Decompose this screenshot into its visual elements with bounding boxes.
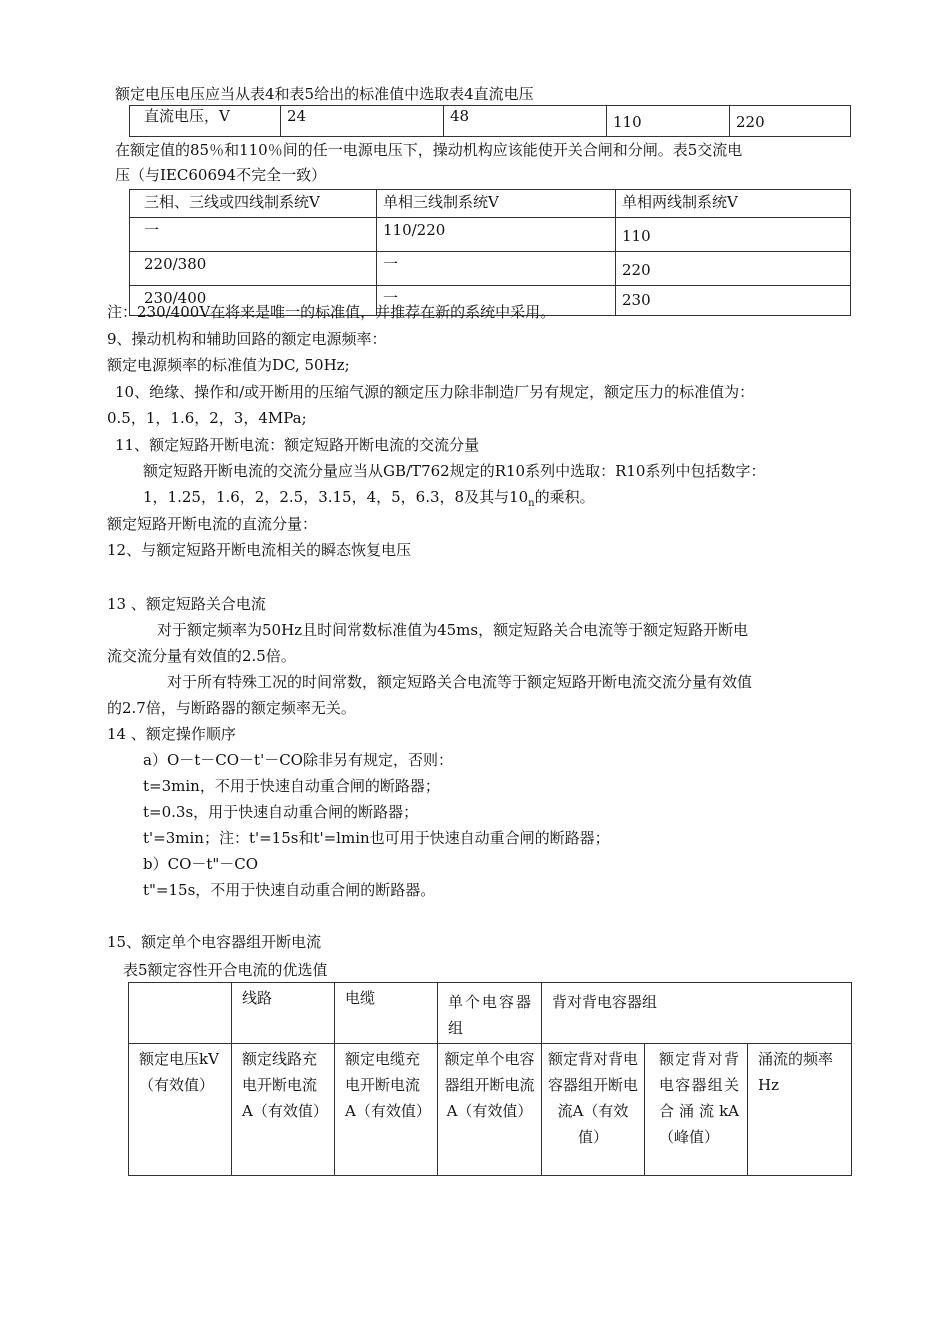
ac-cell: 220/380	[130, 252, 377, 286]
ac-voltage-table	[129, 189, 851, 316]
ac-cell: 一	[130, 218, 377, 252]
section-11-line1: 额定短路开断电流的交流分量应当从GB/T762规定的R10系列中选取：R10系列中包括数字：	[143, 462, 766, 480]
dc-voltage-label: 直流电压，V	[130, 106, 281, 137]
section-14-b: b）CO－t"－CO	[143, 855, 259, 873]
table-row	[130, 252, 851, 286]
dc-voltage-48: 48	[444, 106, 607, 137]
section-14-t3: t'=3min；注：t'=15s和t'=lmin也可用于快速自动重合闸的断路器；	[143, 829, 610, 847]
table6-inrush-frequency: 涌流的频率Hz	[748, 1044, 852, 1176]
section-15-title: 15、额定单个电容器组开断电流	[107, 933, 322, 951]
section-10-line2: 0.5，1，1.6，2，3，4MPa;	[107, 409, 307, 427]
ac-cell: 110/220	[377, 218, 616, 252]
supply-voltage-para-line2: 压（与IEC60694不完全一致）	[115, 166, 327, 184]
table-row	[130, 218, 851, 252]
section-11-dc: 额定短路开断电流的直流分量：	[107, 515, 318, 533]
section-14-a: a）O－t－CO－t'－CO除非另有规定，否则：	[143, 751, 453, 769]
ac-cell: 一	[377, 252, 616, 286]
table6-header-empty	[129, 983, 232, 1044]
section-14-t1: t=3min，不用于快速自动重合闸的断路器；	[143, 777, 440, 795]
note: 注：230/400V在将来是唯一的标准值，并推荐在新的系统中采用。	[107, 303, 556, 321]
dc-voltage-220: 220	[730, 106, 851, 137]
section-13-title: 13 、额定短路关合电流	[107, 595, 266, 613]
section-14-title: 14 、额定操作顺序	[107, 725, 236, 743]
table6-header-cable: 电缆	[335, 983, 438, 1044]
table6-header-line: 线路	[232, 983, 335, 1044]
section-13-p2-line1: 对于所有特殊工况的时间常数，额定短路关合电流等于额定短路开断电流交流分量有效值	[167, 673, 753, 691]
table6-header-single-bank: 单个电容器组	[438, 983, 542, 1044]
intro-line: 额定电压电压应当从表4和表5给出的标准值中选取表4直流电压	[115, 85, 534, 103]
ac-cell: 110	[616, 218, 851, 252]
section-9-title: 9、操动机构和辅助回路的额定电源频率：	[107, 330, 387, 348]
table6-single-bank-breaking: 额定单个电容器组开断电流A（有效值）	[438, 1044, 542, 1176]
table6-header-back-to-back: 背对背电容器组	[542, 983, 852, 1044]
section-14-t4: t"=15s，不用于快速自动重合闸的断路器。	[143, 881, 436, 899]
table6-back-to-back-breaking: 额定背对背电容器组开断电流A（有效值）	[542, 1044, 645, 1176]
section-13-p2-line2: 的2.7倍，与断路器的额定频率无关。	[107, 699, 356, 717]
supply-voltage-para-line1: 在额定值的85％和110％间的任一电源电压下，操动机构应该能使开关合闸和分闸。表5交流电	[115, 141, 743, 159]
section-9-text: 额定电源频率的标准值为DC, 50Hz;	[107, 356, 350, 374]
dc-voltage-24: 24	[281, 106, 444, 137]
table6-caption: 表5额定容性开合电流的优选值	[123, 961, 328, 979]
section-11-line2: 1，1.25，1.6，2，2.5，3.15，4，5，6.3，8及其与$10_n$的乘积。	[143, 488, 595, 509]
section-14-t2: t=0.3s，用于快速自动重合闸的断路器；	[143, 803, 419, 821]
ac-header-three-phase: 三相、三线或四线制系统V	[130, 190, 377, 218]
section-13-p1-line1: 对于额定频率为50Hz且时间常数标准值为45ms，额定短路关合电流等于额定短路开断电	[157, 621, 749, 639]
table6-inrush-current: 额定背对背电容器组关合涌流kA（峰值）	[645, 1044, 748, 1176]
dc-voltage-110: 110	[607, 106, 730, 137]
ac-cell: 220	[616, 252, 851, 286]
ac-cell: 一	[377, 286, 616, 316]
ac-header-single-two: 单相两线制系统V	[616, 190, 851, 218]
dc-voltage-table	[129, 105, 851, 137]
section-10-line1: 10、绝缘、操作和/或开断用的压缩气源的额定压力除非制造厂另有规定，额定压力的标准值为：	[115, 383, 755, 401]
table6-line-charging: 额定线路充电开断电流A（有效值）	[232, 1044, 335, 1176]
ac-cell: 230/400	[130, 286, 377, 316]
table6-cable-charging: 额定电缆充电开断电流A（有效值）	[335, 1044, 438, 1176]
table6-rated-voltage: 额定电压kV（有效值）	[129, 1044, 232, 1176]
section-12-title: 12、与额定短路开断电流相关的瞬态恢复电压	[107, 541, 412, 559]
ac-cell: 230	[616, 286, 851, 316]
capacitive-current-table	[128, 982, 852, 1176]
section-11-title: 11、额定短路开断电流：额定短路开断电流的交流分量	[115, 436, 480, 454]
ac-header-single-three: 单相三线制系统V	[377, 190, 616, 218]
section-13-p1-line2: 流交流分量有效值的2.5倍。	[107, 647, 296, 665]
